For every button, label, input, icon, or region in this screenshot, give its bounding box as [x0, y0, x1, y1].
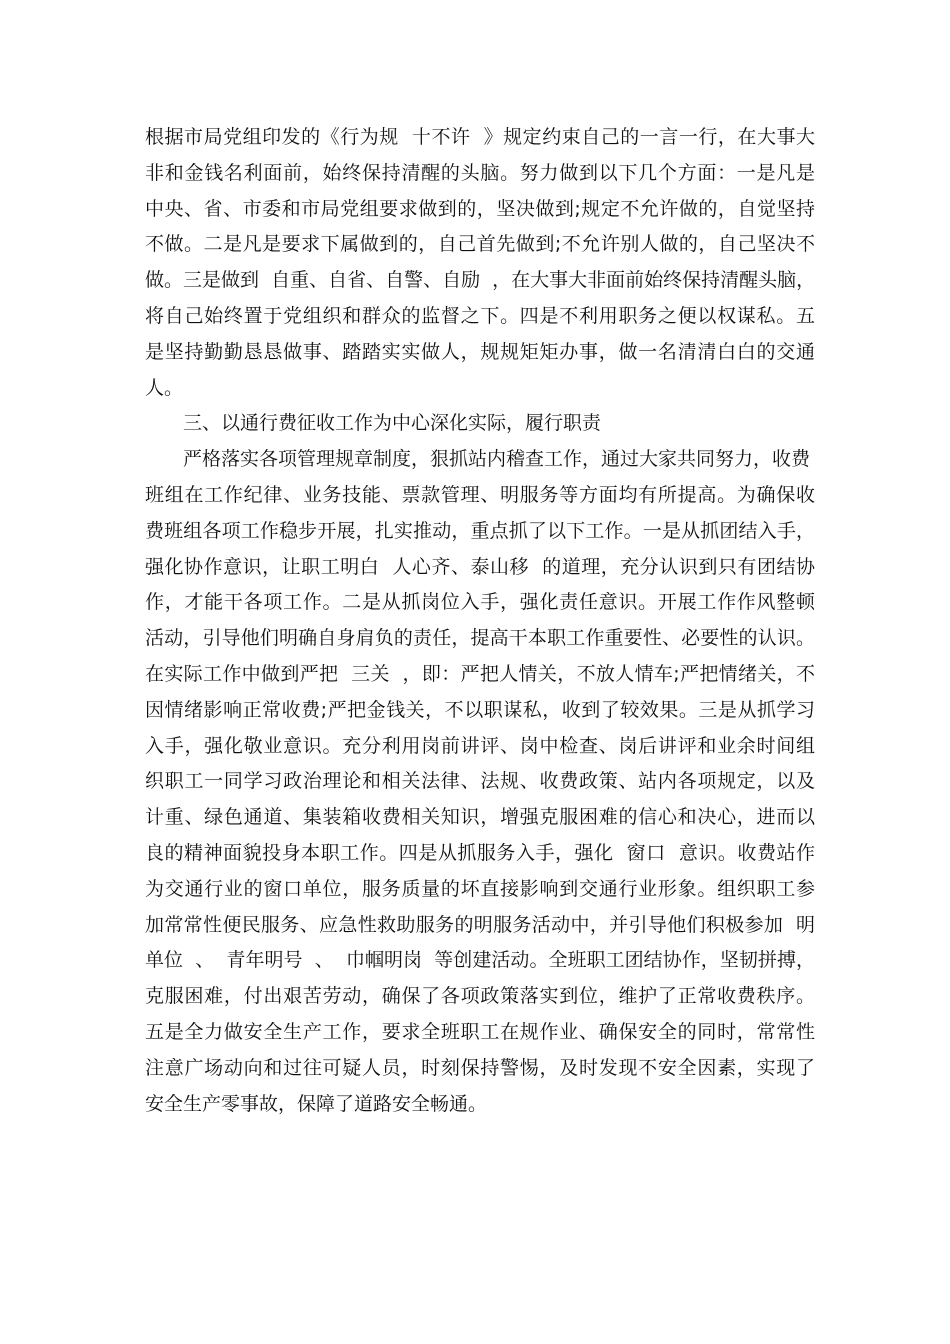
text-line: 注意广场动向和过往可疑人员，时刻保持警惕，及时发现不安全因素，实现了	[145, 1056, 815, 1079]
text-line: 入手，强化敬业意识。充分利用岗前讲评、岗中检查、岗后讲评和业余时间组	[145, 734, 815, 757]
text-line: 克服困难，付出艰苦劳动，确保了各项政策落实到位，维护了正常收费秩序。	[145, 985, 815, 1008]
text-line: 五是全力做安全生产工作，要求全班职工在规作业、确保安全的同时，常常性	[145, 1020, 815, 1043]
text-line: 不做。二是凡是要求下属做到的，自己首先做到;不允许别人做的，自己坚决不	[145, 233, 815, 256]
text-line: 为交通行业的窗口单位，服务质量的坏直接影响到交通行业形象。组织职工参	[145, 877, 815, 900]
text-line: 非和金钱名利面前，始终保持清醒的头脑。努力做到以下几个方面：一是凡是	[145, 161, 815, 184]
text-line: 根据市局党组印发的《行为规 十不许 》规定约束自己的一言一行，在大事大	[145, 126, 815, 148]
text-line: 中央、省、市委和市局党组要求做到的，坚决做到;规定不允许做的，自觉坚持	[145, 197, 815, 220]
text-line: 活动，引导他们明确自身肩负的责任，提高干本职工作重要性、必要性的认识。	[145, 627, 815, 650]
text-line: 是坚持勤勤恳恳做事、踏踏实实做人，规规矩矩办事，做一名清清白白的交通	[145, 340, 815, 363]
text-line: 加常常性便民服务、应急性救助服务的明服务活动中，并引导他们积极参加 明	[145, 913, 815, 936]
document-body	[145, 120, 815, 1122]
paragraph-first-line: 严格落实各项管理规章制度，狠抓站内稽查工作，通过大家共同努力，收费	[183, 448, 811, 471]
section-heading: 三、以通行费征收工作为中心深化实际，履行职责	[183, 412, 602, 435]
text-line: 单位 、 青年明号 、 巾帼明岗 等创建活动。全班职工团结协作，坚韧拼搏，	[145, 949, 815, 972]
text-line: 作，才能干各项工作。二是从抓岗位入手，强化责任意识。开展工作作风整顿	[145, 591, 815, 614]
text-line: 因情绪影响正常收费;严把金钱关，不以职谋私，收到了较效果。三是从抓学习	[145, 698, 815, 721]
text-line: 良的精神面貌投身本职工作。四是从抓服务入手，强化 窗口 意识。收费站作	[145, 841, 815, 864]
text-line: 在实际工作中做到严把 三关 ，即：严把人情关，不放人情车;严把情绪关，不	[145, 662, 815, 685]
text-line: 织职工一同学习政治理论和相关法律、法规、收费政策、站内各项规定，以及	[145, 770, 815, 793]
text-line: 班组在工作纪律、业务技能、票款管理、明服务等方面均有所提高。为确保收	[145, 483, 815, 506]
text-line: 安全生产零事故，保障了道路安全畅通。	[145, 1092, 488, 1115]
text-line: 将自己始终置于党组织和群众的监督之下。四是不利用职务之便以权谋私。五	[145, 304, 815, 327]
text-line: 人。	[145, 376, 184, 399]
text-line: 强化协作意识，让职工明白 人心齐、泰山移 的道理，充分认识到只有团结协	[145, 555, 815, 578]
text-line: 费班组各项工作稳步开展，扎实推动，重点抓了以下工作。一是从抓团结入手，	[145, 519, 815, 542]
text-line: 做。三是做到 自重、自省、自警、自励 ，在大事大非面前始终保持清醒头脑，	[145, 269, 815, 292]
text-line: 计重、绿色通道、集装箱收费相关知识，增强克服困难的信心和决心，进而以	[145, 806, 815, 829]
